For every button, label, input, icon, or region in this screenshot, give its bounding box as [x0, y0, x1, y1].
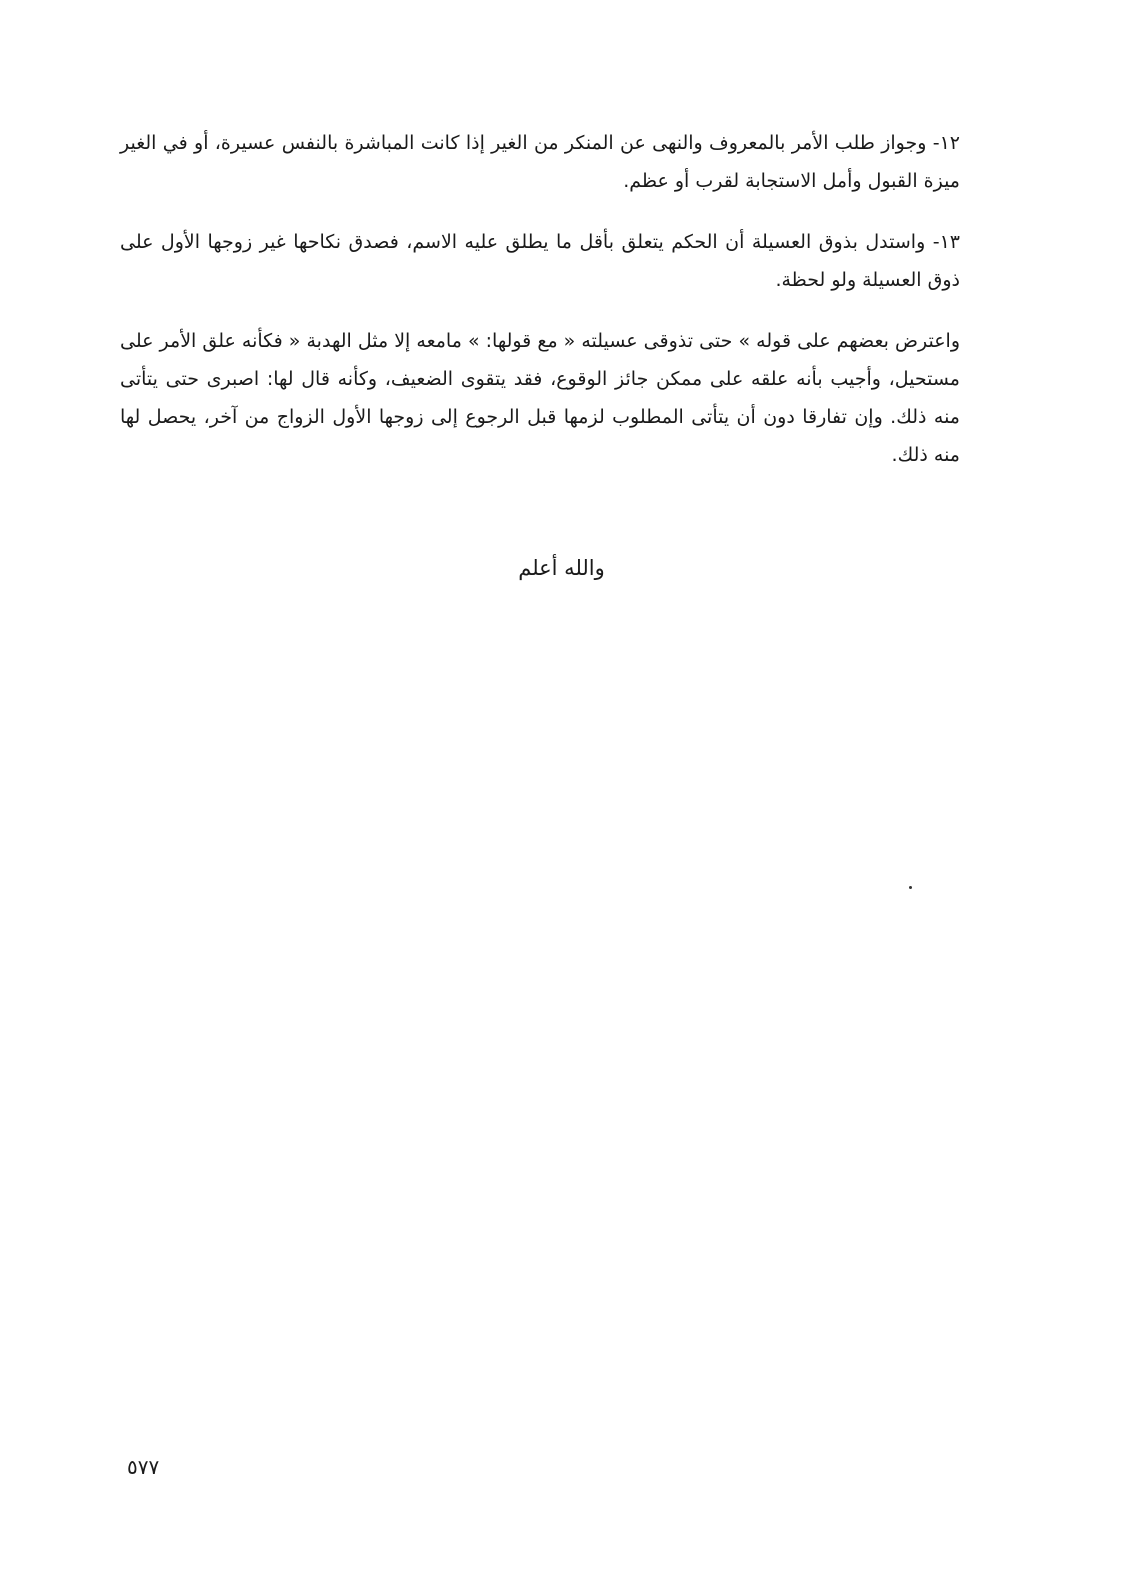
item-number: ١٢- [932, 132, 960, 154]
closing-line [0, 548, 1135, 588]
item-text: وجواز طلب الأمر بالمعروف والنهى عن المنكر من الغير إذا كانت المباشرة بالنفس عسيرة، أو في الغير ميزة القبول وأمل الاستجابة لقرب أو عظم. [120, 132, 960, 192]
numbered-item-13 [120, 223, 960, 299]
item-number: ١٣- [932, 231, 960, 253]
page-number: ٥٧٧ [127, 1455, 160, 1479]
body-paragraph: واعترض بعضهم على قوله » حتى تذوقى عسيلته « مع قولها: » مامعه إلا مثل الهدبة « فكأنه علق الأمر على مستحيل، وأجيب بأنه علقه على ممكن جائز الوقوع، فقد يتقوى الضعيف، وكأنه قال لها: اصبرى حتى يتأتى منه ذلك. وإن تفارقا دون أن يتأتى المطلوب لزمها قبل الرجوع إلى زوجها الأول الزواج من آخر، يحصل لها منه ذلك. [120, 330, 960, 466]
item-text: واستدل بذوق العسيلة أن الحكم يتعلق بأقل ما يطلق عليه الاسم، فصدق نكاحها غير زوجها الأول على ذوق العسيلة ولو لحظة. [120, 231, 960, 291]
numbered-item-12 [120, 124, 960, 200]
closing-text: والله أعلم [518, 556, 605, 580]
scan-speck [909, 886, 912, 889]
